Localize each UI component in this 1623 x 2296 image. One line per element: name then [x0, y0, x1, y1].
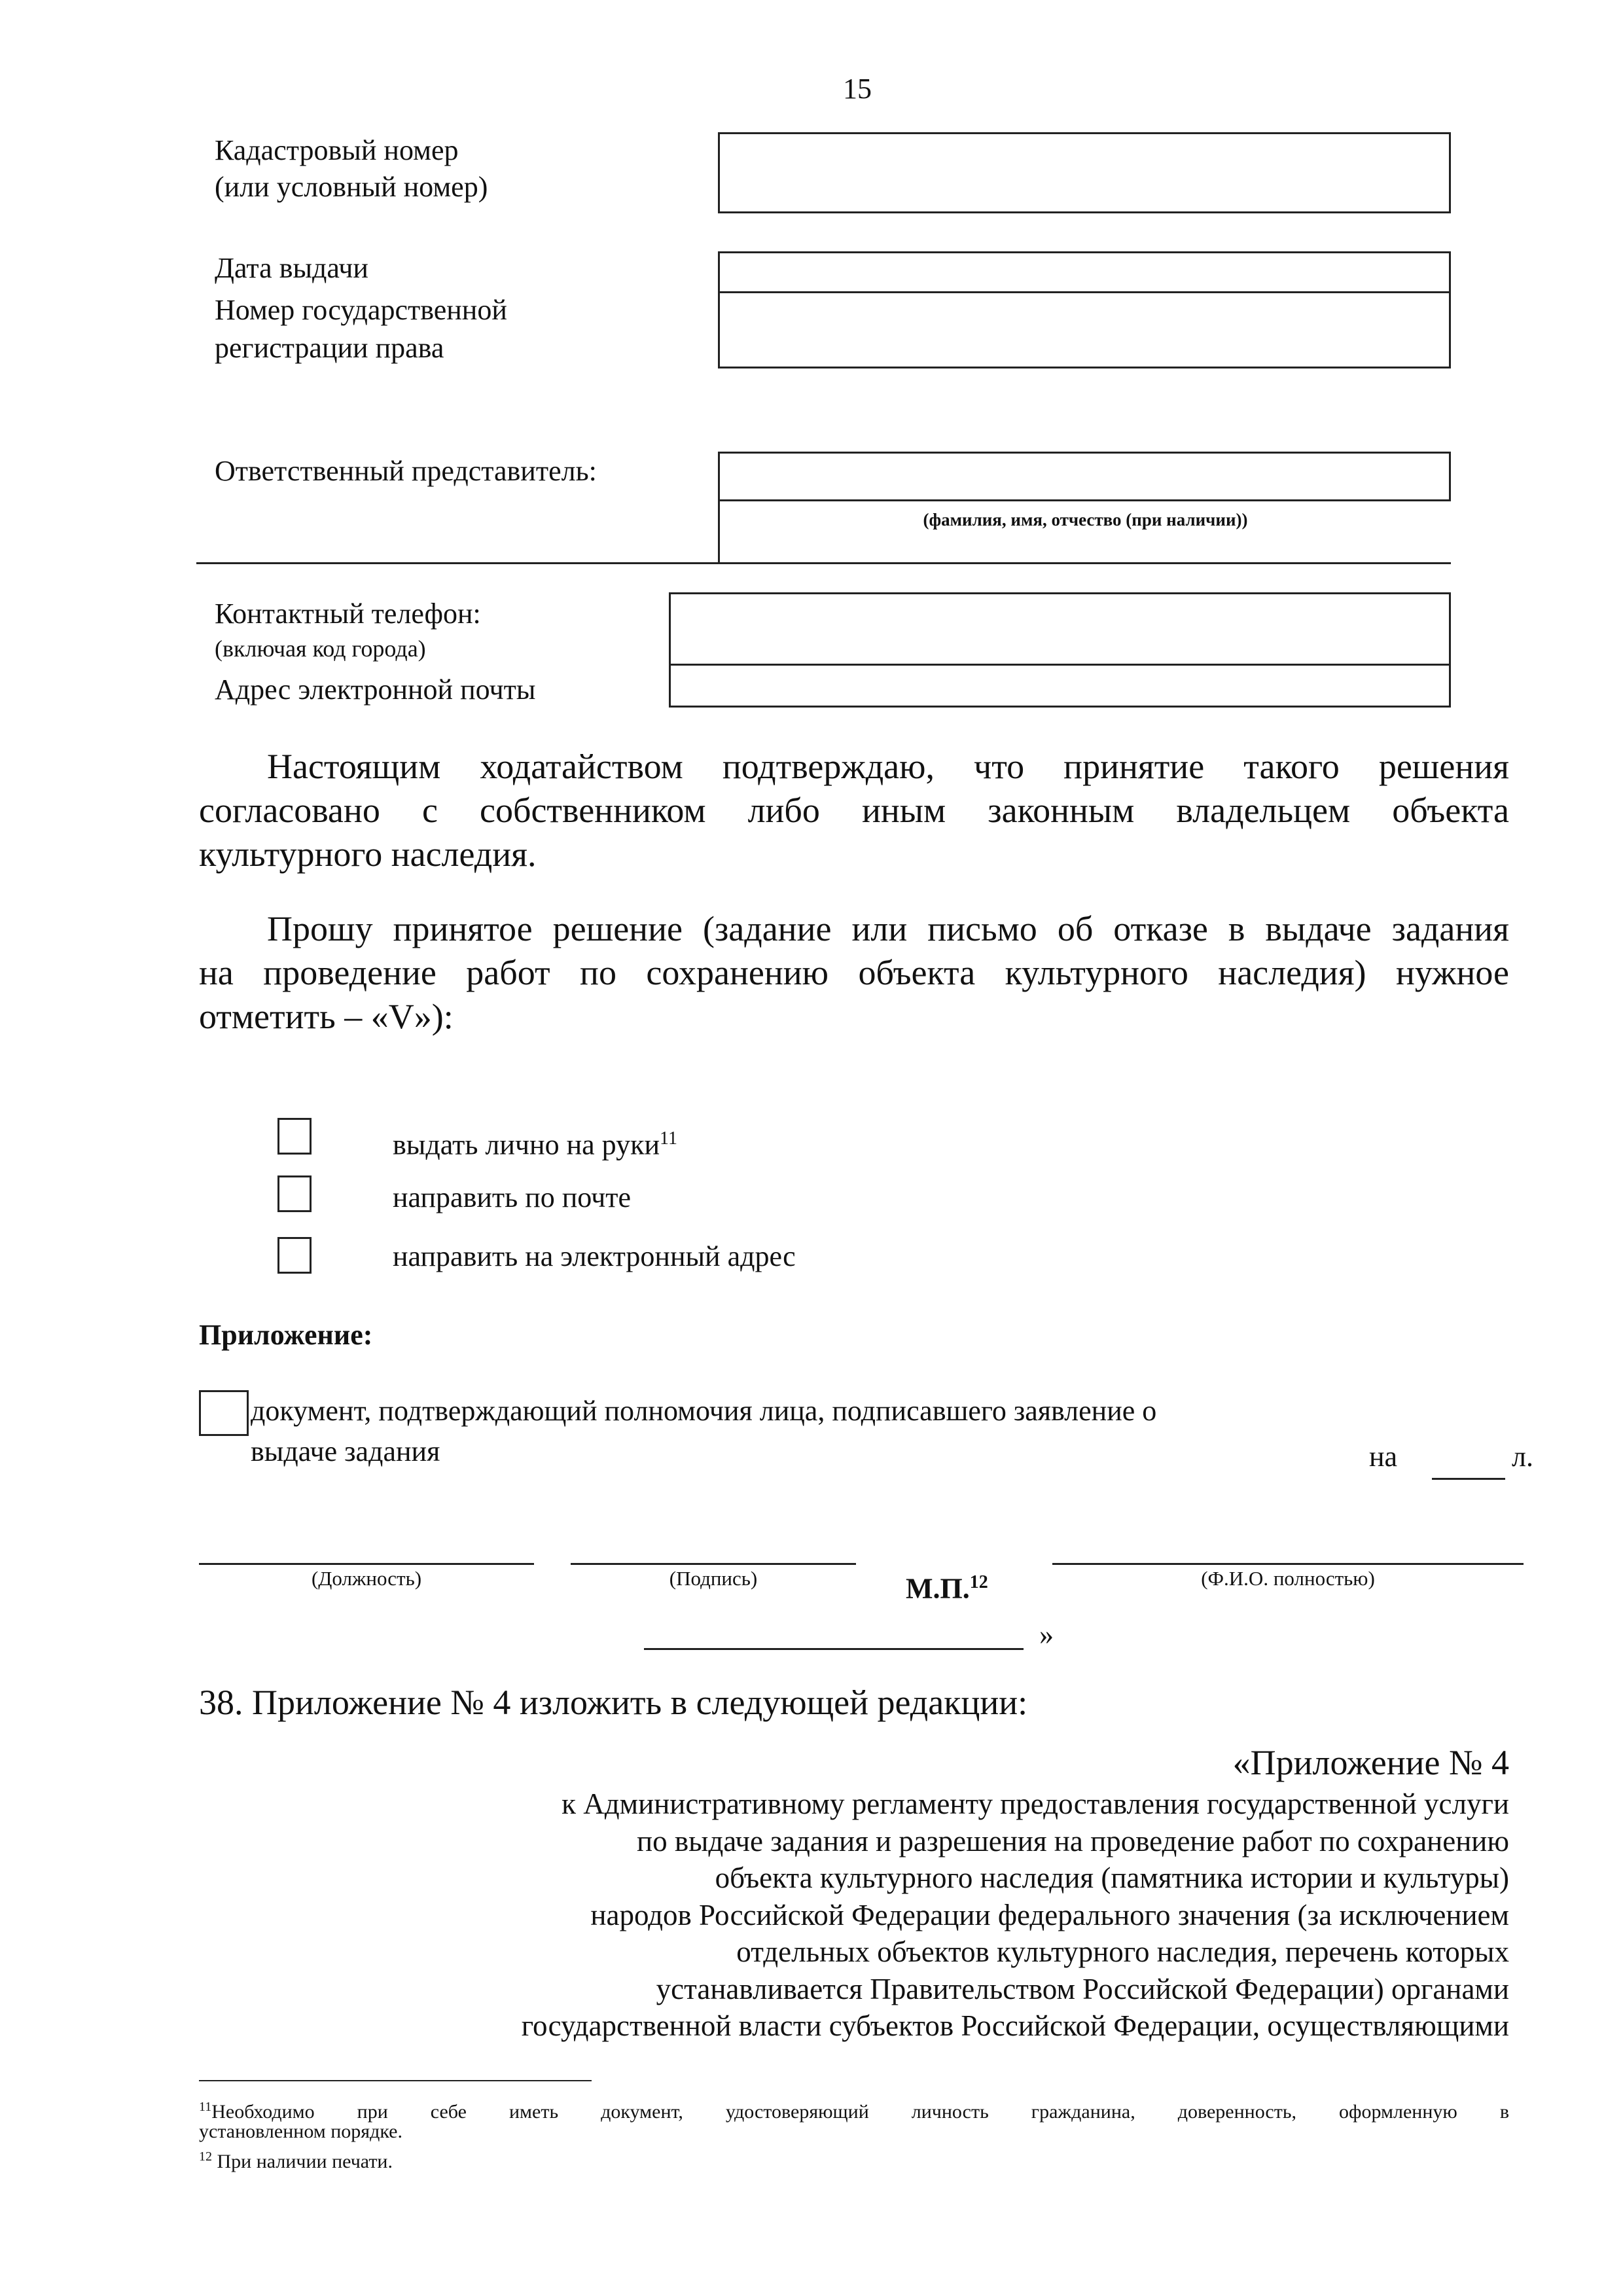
pages-count-line[interactable] — [1432, 1478, 1505, 1480]
stamp-label: М.П. — [906, 1572, 970, 1605]
footnote-divider — [199, 2080, 592, 2081]
attachment-item-line2: выдаче задания — [251, 1435, 440, 1467]
section-divider — [196, 562, 1451, 564]
appendix-line-3: объекта культурного наследия (памятника истории и культуры) — [715, 1861, 1509, 1894]
paragraph2-line1: Прошу принятое решение (задание или письмо об отказе в выдаче задания — [267, 909, 1509, 948]
cadastral-label-line2: (или условный номер) — [215, 171, 488, 203]
signature-caption: (Подпись) — [669, 1567, 758, 1590]
appendix-line-5: отдельных объектов культурного наследия, перечень которых — [736, 1935, 1509, 1968]
issue-date-field[interactable] — [718, 251, 1451, 293]
option-by-mail: направить по почте — [393, 1181, 632, 1213]
representative-hint: (фамилия, имя, отчество (при наличии)) — [923, 510, 1248, 529]
paragraph1-line3: культурного наследия. — [199, 834, 537, 874]
appendix-subtitle — [262, 1785, 1509, 2045]
checkbox-by-mail[interactable] — [277, 1175, 312, 1212]
checkbox-by-email[interactable] — [277, 1237, 312, 1274]
position-line[interactable] — [199, 1563, 534, 1565]
reg-number-label-line1: Номер государственной — [215, 294, 507, 326]
email-field[interactable] — [669, 664, 1451, 708]
footnote-11-text: Необходимо при себе иметь документ, удостоверяющий личность гражданина, доверенность, оформленную в — [211, 2101, 1509, 2123]
appendix-line-7: государственной власти субъектов Российской Федерации, осуществляющими — [521, 2009, 1509, 2042]
representative-label: Ответственный представитель: — [215, 455, 597, 487]
phone-label: Контактный телефон: — [215, 598, 481, 630]
appendix-title: «Приложение № 4 — [1232, 1743, 1509, 1782]
appendix-line-6: устанавливается Правительством Российской Федерации) органами — [656, 1972, 1509, 2005]
paragraph1-line2: согласовано с собственником либо иным законным владельцем объекта — [199, 791, 1509, 830]
stamp-footnote-mark: 12 — [969, 1572, 988, 1592]
phone-field[interactable] — [669, 592, 1451, 666]
footnote-11-line2: установленном порядке. — [199, 2121, 403, 2142]
email-label: Адрес электронной почты — [215, 673, 536, 706]
paragraph2-line3: отметить – «V»): — [199, 997, 454, 1036]
attachment-item-line1: документ, подтверждающий полномочия лица, подписавшего заявление о — [251, 1395, 1157, 1427]
option-by-email: направить на электронный адрес — [393, 1240, 796, 1272]
appendix-line-1: к Административному регламенту предоставления государственной услуги — [562, 1787, 1509, 1820]
paragraph1-line1: Настоящим ходатайством подтверждаю, что принятие такого решения — [267, 747, 1509, 786]
footnote-12-mark: 12 — [199, 2149, 212, 2164]
option-in-person-footnote-mark: 11 — [660, 1128, 677, 1149]
phone-hint: (включая код города) — [215, 636, 426, 662]
footnote-12 — [199, 2144, 393, 2174]
stamp-mark — [906, 1564, 988, 1607]
page-number: 15 — [843, 73, 872, 105]
attachment-heading: Приложение: — [199, 1319, 373, 1351]
closing-quote: » — [1039, 1619, 1054, 1651]
representative-field[interactable] — [718, 452, 1451, 501]
option-in-person-label: выдать лично на руки — [393, 1128, 660, 1161]
footnote-12-text: При наличии печати. — [212, 2151, 393, 2172]
reg-number-label-line2: регистрации права — [215, 332, 444, 364]
cadastral-number-field[interactable] — [718, 132, 1451, 213]
item38-text: 38. Приложение № 4 изложить в следующей редакции: — [199, 1683, 1028, 1722]
issue-date-label: Дата выдачи — [215, 252, 368, 284]
cadastral-label-line1: Кадастровый номер — [215, 134, 459, 166]
position-caption: (Должность) — [311, 1567, 422, 1590]
paragraph2-line2: на проведение работ по сохранению объекта культурного наследия) нужное — [199, 953, 1509, 992]
option-in-person — [393, 1121, 677, 1164]
pages-suffix: л. — [1512, 1441, 1533, 1473]
name-line[interactable] — [1052, 1563, 1524, 1565]
signature-line[interactable] — [571, 1563, 856, 1565]
reg-number-field[interactable] — [718, 291, 1451, 368]
name-caption: (Ф.И.О. полностью) — [1201, 1567, 1375, 1590]
appendix-line-2: по выдаче задания и разрешения на проведение работ по сохранению — [637, 1824, 1509, 1857]
date-line[interactable] — [644, 1648, 1024, 1650]
footnote-11-mark: 11 — [199, 2100, 212, 2114]
pages-prefix: на — [1369, 1441, 1398, 1473]
checkbox-in-person[interactable] — [277, 1118, 312, 1155]
appendix-line-4: народов Российской Федерации федерального значения (за исключением — [590, 1898, 1509, 1931]
checkbox-attachment[interactable] — [199, 1390, 249, 1436]
